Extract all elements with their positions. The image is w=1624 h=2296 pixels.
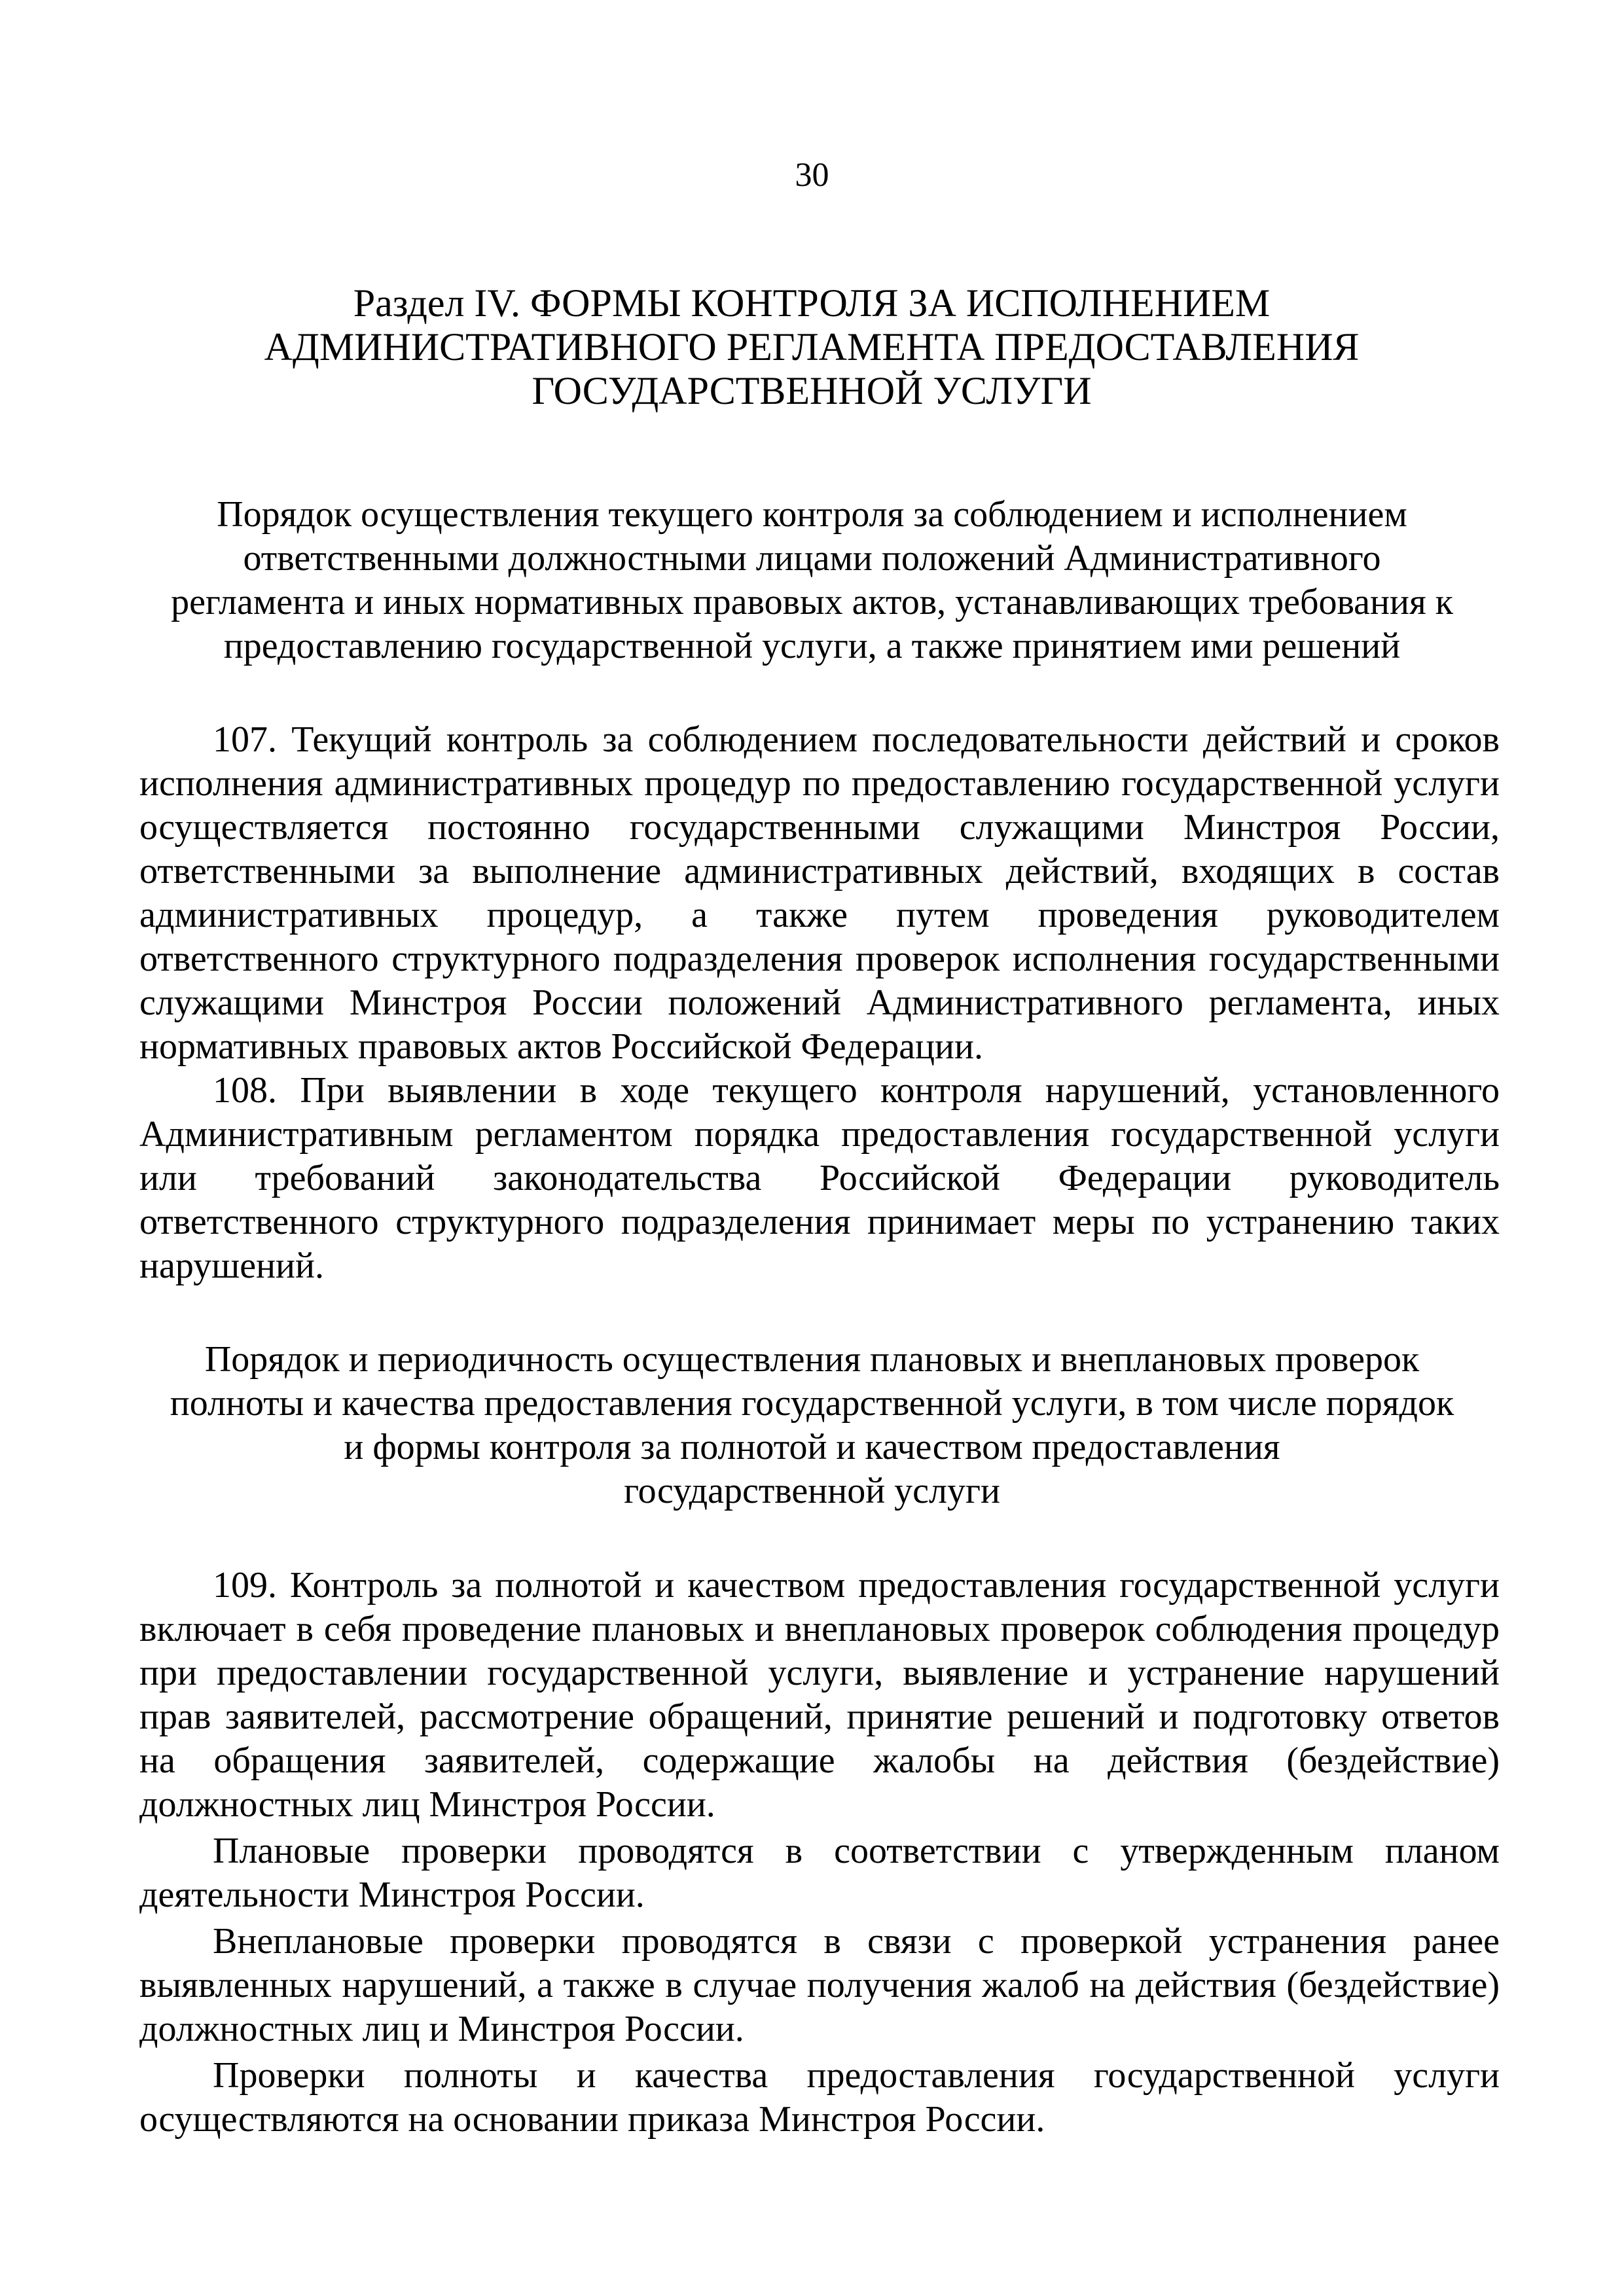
subsection-heading-inspections	[131, 1338, 1493, 1513]
paragraph-109: 109. Контроль за полнотой и качеством предоставления государственной услуги включает в себя проведение плановых и внеплановых проверок соблюдения процедур при предоставлении государственной услуги, выявление и устранение нарушений прав заявителей, рассмотрение обращений, принятие решений и подготовку ответов на обращения заявителей, содержащие жалобы на действия (бездействие) должностных лиц Минстроя России.	[139, 1565, 1500, 1825]
page-number: 30	[795, 156, 829, 194]
current-control-body	[139, 718, 1500, 1288]
subsection-heading-line: и формы контроля за полнотой и качеством предоставления	[344, 1427, 1280, 1467]
inspections-body	[139, 1564, 1500, 2142]
paragraph-107: 107. Текущий контроль за соблюдением последовательности действий и сроков исполнения административных процедур по предоставлению государственной услуги осуществляется постоянно государственными служащими Минстроя России, ответственными за выполнение административных действий, входящих в состав административных процедур, а также путем проведения руководителем ответственного структурного подразделения проверок исполнения государственными служащими Минстроя России положений Административного регламента, иных нормативных правовых актов Российской Федерации.	[139, 719, 1500, 1067]
subsection-heading-line: государственной услуги	[624, 1471, 1000, 1511]
paragraph-inspection-basis: Проверки полноты и качества предоставления государственной услуги осуществляются на основании приказа Минстроя России.	[139, 2055, 1500, 2140]
paragraph-unplanned-inspections: Внеплановые проверки проводятся в связи с проверкой устранения ранее выявленных нарушений, а также в случае получения жалоб на действия (бездействие) должностных лиц и Минстроя России.	[139, 1921, 1500, 2049]
section-heading-line: АДМИНИСТРАТИВНОГО РЕГЛАМЕНТА ПРЕДОСТАВЛЕНИЯ	[264, 325, 1360, 368]
subsection-heading-current-control	[131, 493, 1493, 668]
subsection-heading-line: регламента и иных нормативных правовых актов, устанавливающих требования к	[171, 582, 1453, 622]
section-heading-line: ГОСУДАРСТВЕННОЙ УСЛУГИ	[532, 369, 1092, 412]
subsection-heading-line: Порядок осуществления текущего контроля за соблюдением и исполнением	[217, 494, 1407, 535]
paragraph-108: 108. При выявлении в ходе текущего контроля нарушений, установленного Административным регламентом порядка предоставления государственной услуги или требований законодательства Российской Федерации руководитель ответственного структурного подразделения принимает меры по устранению таких нарушений.	[139, 1070, 1500, 1286]
paragraph-planned-inspections: Плановые проверки проводятся в соответствии с утвержденным планом деятельности Минстроя России.	[139, 1831, 1500, 1915]
subsection-heading-line: ответственными должностными лицами положений Административного	[243, 538, 1381, 579]
subsection-heading-line: Порядок и периодичность осуществления плановых и внеплановых проверок	[204, 1339, 1420, 1380]
subsection-heading-line: предоставлению государственной услуги, а также принятием ими решений	[223, 626, 1401, 666]
section-heading	[196, 281, 1427, 413]
subsection-heading-line: полноты и качества предоставления государственной услуги, в том числе порядок	[170, 1383, 1454, 1424]
section-heading-line: Раздел IV. ФОРМЫ КОНТРОЛЯ ЗА ИСПОЛНЕНИЕМ	[353, 281, 1271, 325]
